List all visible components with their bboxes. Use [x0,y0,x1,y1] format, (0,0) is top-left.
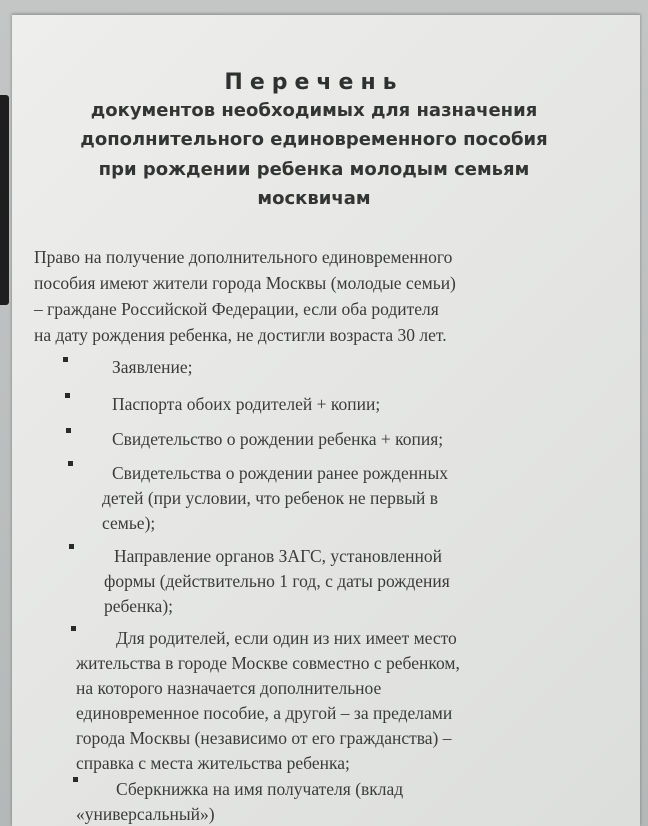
bullet-icon [65,393,70,398]
bullet-icon [68,461,73,466]
document-title: Перечень [224,70,404,95]
list-item-5-line-3: ребенка); [104,596,174,616]
intro-line-3: – граждане Российской Федерации, если оба родителя [34,299,439,319]
list-item-7-line-2: «универсальный») [76,804,215,824]
intro-line-1: Право на получение дополнительного единовременного [34,247,453,267]
list-item-3: Свидетельство о рождении ребенка + копия; [112,429,444,449]
bullet-icon [71,626,76,631]
list-item-6-line-4: единовременное пособие, а другой – за пределами [76,703,453,723]
list-item-6-line-5: города Москвы (независимо от его гражданства) – [76,728,452,748]
title-line-2: дополнительного единовременного пособия [80,129,548,150]
bullet-icon [69,544,74,549]
intro-line-2: пособия имеют жители города Москвы (молодые семьи) [34,273,456,293]
document-sheet [12,14,640,826]
list-item-2: Паспорта обоих родителей + копии; [112,394,381,414]
intro-line-4: на дату рождения ребенка, не достигли возраста 30 лет. [34,325,447,345]
list-item-6-line-1: Для родителей, если один из них имеет место [116,628,457,648]
title-line-3: при рождении ребенка молодым семьям [98,159,530,180]
list-item-4-text: Свидетельства о рождении ранее рожденных [112,463,448,483]
title-line-4: москвичам [257,188,371,209]
title-line-1: документов необходимых для назначения [90,100,538,121]
list-item-4-line-3: семье); [102,513,156,533]
list-item-6-line-6: справка с места жительства ребенка; [76,753,350,773]
list-item-5-line-1: Направление органов ЗАГС, установленной [114,546,443,566]
sheet-top-edge [12,14,640,15]
bullet-icon [63,357,68,362]
bullet-icon [73,777,78,782]
mounting-bracket [0,95,9,305]
list-item-5-line-2: формы (действительно 1 год, с даты рождения [104,571,450,591]
list-item-4-line-2: детей (при условии, что ребенок не первый в [102,488,438,508]
list-item-1: Заявление; [112,357,193,377]
bullet-icon [66,428,71,433]
list-item-6-line-3: на которого назначается дополнительное [76,678,382,698]
list-item-6-line-2: жительства в городе Москве совместно с ребенком, [76,653,460,673]
list-item-4-line-1 [112,463,554,484]
list-item-7-line-1: Сберкнижка на имя получателя (вклад [116,779,404,799]
